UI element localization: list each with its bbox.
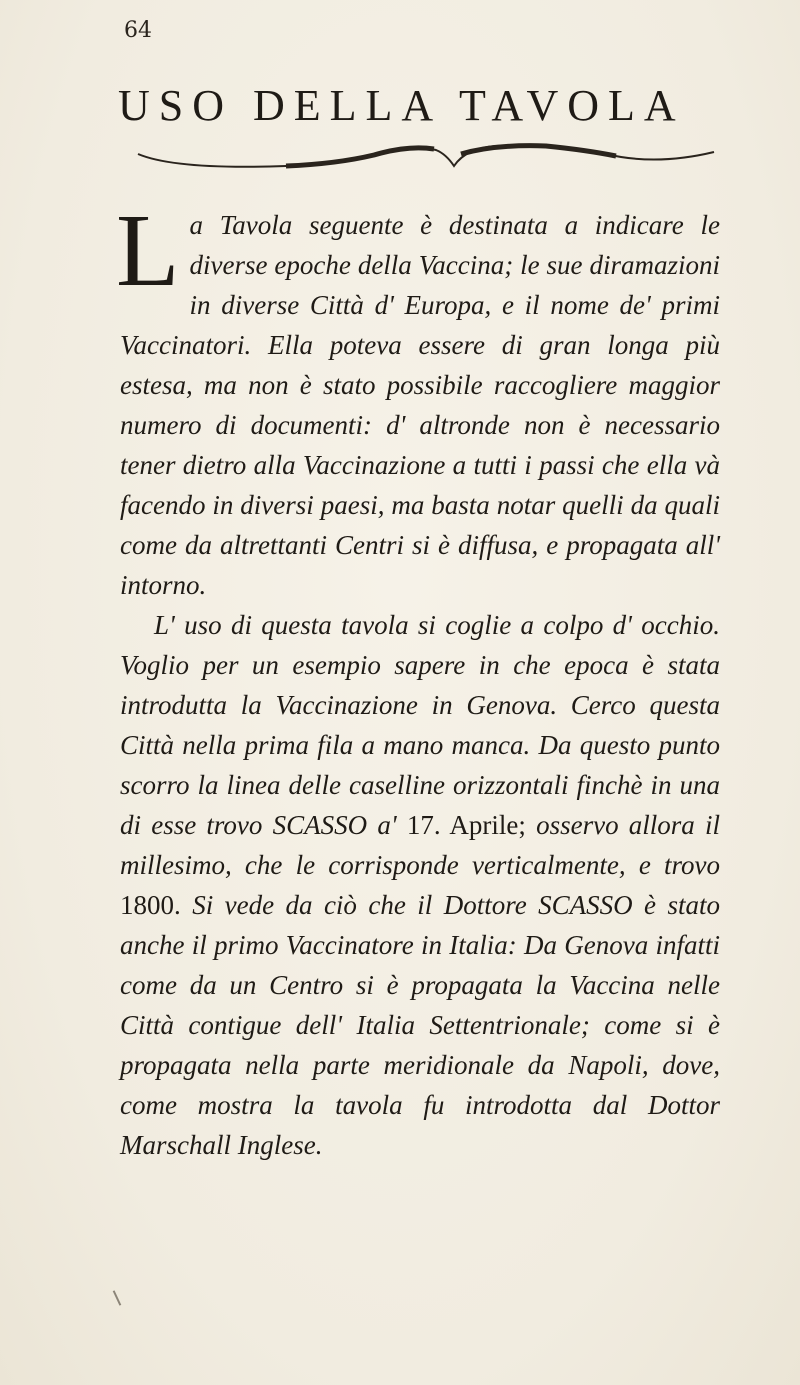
stray-mark (113, 1290, 122, 1305)
paragraph-intro-text: a Tavola seguente è destinata a indicare le diverse epoche della Vaccina; le sue diramazioni in diverse Città d' Europa, e il nome de' primi Vaccinatori. Ella poteva essere di gran longa più estesa, ma non è stato possibile raccogliere maggior numero di documenti: d' altronde non è necessario tener dietro alla Vaccinazione a tutti i passi che ella và facendo in diversi paesi, ma basta notar quelli da quali come da altrettanti Centri si è diffusa, e propagata all' intorno. (120, 210, 720, 600)
page-number: 64 (124, 18, 152, 43)
ornamental-divider (136, 140, 716, 180)
paragraph-usage-text-b: osservo allora il millesimo, che le corrisponde verticalmente, e trovo (120, 810, 721, 880)
year-value: 1800. (120, 890, 181, 920)
paragraph-usage (120, 605, 720, 1165)
body-text (116, 193, 721, 1165)
paragraph-intro (116, 193, 720, 605)
page-title: USO DELLA TAVOLA (118, 81, 685, 130)
paragraph-usage-text-c: Si vede da ciò che il Dottore SCASSO è stato anche il primo Vaccinatore in Italia: Da Genova infatti come da un Centro si è propagata la Vaccina nelle Città contigue dell' Italia Settentrionale; come si è propagata nella parte meridionale da Napoli, dove, come mostra la tavola fu introdotta dal Dottor Marschall Inglese. (120, 890, 720, 1160)
date-value: 17. Aprile; (406, 810, 526, 840)
drop-cap: L (116, 193, 180, 308)
paragraph-usage-text-a: L' uso di questa tavola si coglie a colpo d' occhio. Voglio per un esempio sapere in che epoca è stata introdutta la Vaccinazione in Genova. Cerco questa Città nella prima fila a mano manca. Da questo punto scorro la linea delle caselline orizzontali finchè in una di esse trovo SCASSO a' (120, 610, 720, 840)
